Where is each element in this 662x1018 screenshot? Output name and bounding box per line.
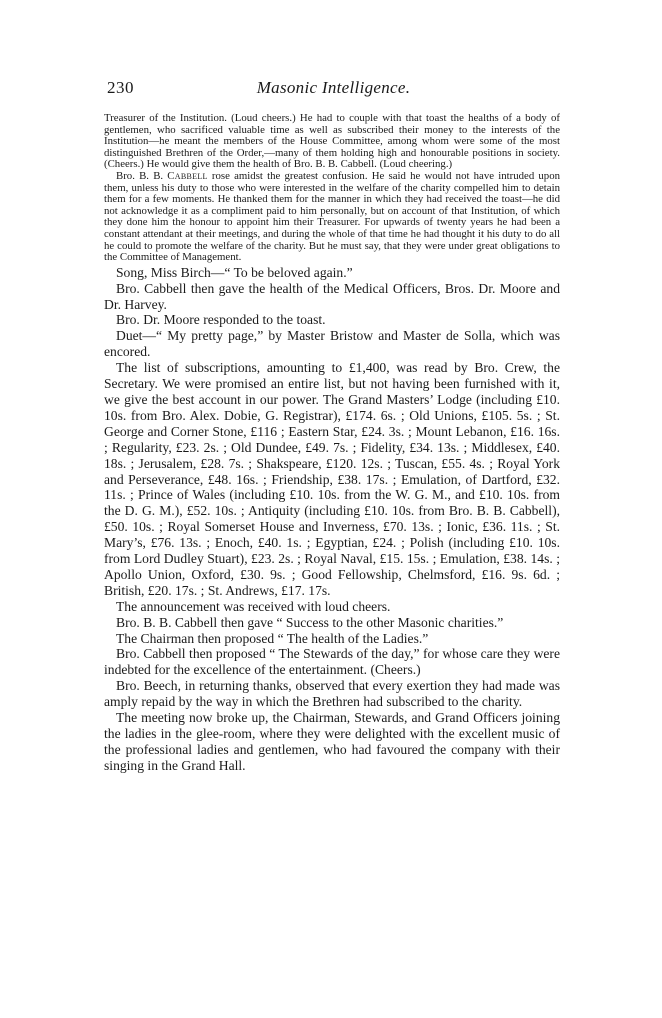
- paragraph-announcement: The announcement was received with loud cheers.: [116, 598, 391, 614]
- paragraph-moore-response: Bro. Dr. Moore responded to the toast.: [116, 312, 326, 328]
- paragraph-duet: Duet—“ My pretty page,” by Master Bristow and Master de Solla, which was encored.: [104, 328, 560, 360]
- reply-text: rose amidst the greatest confusion. He said he would not have intruded upon them, unless his duty to those who were interested in the welfare of the charity compelled him to detain them for a few moments. He thanked them for the manner in which they had received the toast—he did not acknowledge it as a compliment paid to him personally, but on account of that Institution, of which they done him the honour to appoint him their Treasurer. For upwards of twenty years he had been a constant attendant at their meetings, and during the whole of that time he had thought it his duty to do all he could to promote the welfare of the charity. But he must say, that they were under great obligations to the Committee of Management.: [104, 169, 561, 264]
- paragraph-meeting-close: The meeting now broke up, the Chairman, Stewards, and Grand Officers joining the ladies in the glee-room, where they were delighted with the excellent music of the professional ladies and gentlemen, who had favoured the company with their singing in the Grand Hall.: [104, 710, 560, 773]
- speaker-name: Cabbell: [167, 169, 208, 182]
- paragraph-ladies-toast: The Chairman then proposed “ The health of the Ladies.”: [116, 630, 429, 646]
- running-title: Masonic Intelligence.: [256, 78, 411, 97]
- paragraph-masonic-charities: Bro. B. B. Cabbell then gave “ Success to the other Masonic charities.”: [116, 614, 504, 630]
- small-print-section: [104, 113, 560, 264]
- article-body: [104, 113, 560, 774]
- large-print-section: [104, 265, 560, 774]
- paragraph-medical-officers: Bro. Cabbell then gave the health of the Medical Officers, Bros. Dr. Moore and Dr. Harvey.: [104, 280, 560, 312]
- page-header: [107, 78, 560, 102]
- speaker-lead: Bro. B. B.: [116, 169, 168, 182]
- paragraph-stewards-toast: Bro. Cabbell then proposed “ The Stewards of the day,” for whose care they were indebted for the excellence of the entertainment. (Cheers.): [104, 646, 560, 678]
- paragraph-treasurer-toast: Treasurer of the Institution. (Loud cheers.) He had to couple with that toast the healths of a body of gentlemen, who sacrificed valuable time as well as subscribed their money to the interests of the Institution—he meant the members of the House Committee, among whom were some of the most distinguished Brethren of the Order,—many of them holding high and honourable positions in society. (Cheers.) He would give them the health of Bro. B. B. Cabbell. (Loud cheering.): [104, 112, 560, 171]
- page-number: 230: [107, 78, 134, 97]
- paragraph-subscriptions: The list of subscriptions, amounting to £1,400, was read by Bro. Crew, the Secretary. We were promised an entire list, but not having been furnished with it, we give the best account in our power. The Grand Masters’ Lodge (including £10. 10s. from Bro. Alex. Dobie, G. Registrar), £174. 6s. ; Old Unions, £105. 5s. ; St. George and Corner Stone, £116 ; Eastern Star, £24. 3s. ; Mount Lebanon, £16. 16s. ; Regularity, £23. 2s. ; Old Dundee, £49. 7s. ; Fidelity, £34. 13s. ; Middlesex, £40. 18s. ; Jerusalem, £28. 7s. ; Shakspeare, £120. 12s. ; Tuscan, £55. 4s. ; Royal York and Perseverance, £48. 16s. ; Friendship, £38. 17s. ; Emulation, of Dartford, £32. 11s. ; Prince of Wales (including £10. 10s. from the W. G. M., and £10. 10s. from the D. G. M.), £52. 10s. ; Antiquity (including £10. 10s. from Bro. B. B. Cabbell), £50. 10s. ; Royal Somerset House and Inverness, £70. 13s. ; Ionic, £36. 11s. ; St. Mary’s, £76. 13s. ; Enoch, £40. 1s. ; Egyptian, £24. ; Polish (including £10. 10s. from Lord Dudley Stuart), £23. 2s. ; Royal Naval, £15. 15s. ; Emulation, £38. 14s. ; Apollo Union, Oxford, £30. 9s. ; Good Fellowship, Chelmsford, £16. 9s. 6d. ; British, £20. 17s. ; St. Andrews, £17. 17s.: [104, 360, 560, 598]
- paragraph-cabbell-reply: [104, 171, 560, 264]
- paragraph-beech-thanks: Bro. Beech, in returning thanks, observed that every exertion they had made was amply repaid by the way in which the Brethren had subscribed to the charity.: [104, 678, 560, 710]
- paragraph-song: Song, Miss Birch—“ To be beloved again.”: [116, 264, 353, 280]
